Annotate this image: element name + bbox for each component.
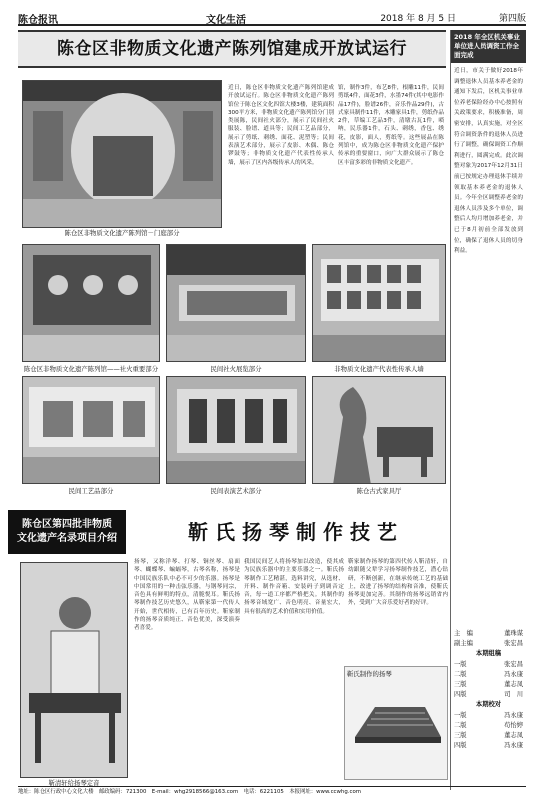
- bottom-headline: 靳氏扬琴制作技艺: [188, 520, 404, 544]
- caption-performance: 民间表演艺术部分: [210, 487, 262, 495]
- caption-antique: 陈仓古式家具厅: [356, 487, 402, 495]
- performance-photo: [166, 376, 306, 484]
- sidebar: [450, 30, 526, 790]
- caption-tools: 靳氏制作的扬琴: [347, 670, 392, 678]
- staff-proof-row: [454, 721, 523, 731]
- series-title-box: [8, 510, 126, 554]
- edition-label: 第四版: [498, 14, 526, 24]
- masthead: [18, 8, 526, 26]
- main-headline: 陈仓区非物质文化遗产陈列馆建成开放试运行: [18, 30, 446, 68]
- sidebar-title: 2018 年全区机关事业单位进人员调资工作全面完成: [451, 30, 526, 63]
- section-name: 文化生活: [206, 15, 246, 26]
- antique-photo: [312, 376, 446, 484]
- staff-group-title: 本期组稿: [475, 650, 502, 658]
- staff-chief-name: 董珠谋: [504, 630, 523, 637]
- staff-group-name: 张宏昌: [504, 660, 523, 668]
- staff-proof-name: 冯永康: [504, 711, 523, 719]
- bottom-body-col3: 靳家制作扬琴的第四代传人靳清轩，自幼跟随父辈学习扬琴制作技艺，潜心钻研，不断创新，在继承传统工艺的基础上，改进了扬琴的结构和音准，使靳氏扬琴更加完善。其制作的扬琴远销省内外，受到广大音乐爱好者的好评。: [348, 559, 448, 607]
- staff-group-row: [454, 670, 523, 680]
- caption-rep: 非物质文化遗产代表性传承人墙: [334, 365, 424, 373]
- staff-group-name: 冯永康: [504, 670, 523, 678]
- staff-group-label: 一版: [454, 660, 467, 668]
- paper-name: 陈仓报讯: [18, 15, 58, 26]
- staff-proof-title: 本期校对: [475, 701, 502, 709]
- staff-group-row: [454, 660, 523, 670]
- staff-group-label: 四版: [454, 691, 467, 699]
- staff-deputy-name: 张宏昌: [504, 640, 523, 648]
- caption-entrance: 陈仓区非物质文化遗产陈列馆－门庭部分: [64, 229, 180, 237]
- footer: 地址：陈仓区行政中心文化大楼 邮政编码：721300 E-mail：whg2918566@163.com 电话：6221105 本报网址：www.ccwhg.com: [18, 786, 526, 798]
- staff-proof-name: 苟怡婷: [504, 721, 523, 729]
- bottom-body-col2: 我国民间艺人将扬琴加以改造，使其成为民族乐器中的主要乐器之一。靳氏扬琴制作工艺精湛，选料讲究，从选材、开料、制作音箱、安装码子到调音定音，每一道工序都严格把关。其制作的扬琴音域宽广、音色明亮、音量宏大，具有很高的艺术价值和实用价值。: [244, 559, 344, 615]
- issue-date: 2018 年 8 月 5 日: [380, 14, 456, 24]
- caption-person: 靳清轩给扬琴定音: [48, 779, 100, 787]
- person-photo: [20, 562, 128, 778]
- staff-proof-label: 三版: [454, 732, 467, 740]
- staff-list: [451, 627, 526, 753]
- sidebar-text: 近日，市关于做好2018年调整退休人员基本养老金的通知下发后，区机关事业单位养老保险经办中心按照有关政策要求，积极准备，周密安排，认真实施，对全区符合调资条件的退休人员进行了调整，确保调资工作顺利进行，圆满完成。此次调整对象为2017年12月31日前已按规定办理退休手续并领取基本养老金的退休人员。今年全区调整养老金的退休人员涉及多个单位，调整后人均月增加养老金，并已于8月初前全部发放到位，确保了退休人员的切身利益。: [454, 68, 523, 255]
- caption-opera: 陈仓区非物质文化遗产陈列馆——社火重要部分: [23, 365, 159, 373]
- staff-chief: [454, 629, 523, 639]
- staff-group-name: 董志凤: [504, 681, 523, 689]
- bottom-article: [8, 500, 448, 787]
- staff-group-label: 三版: [454, 681, 467, 689]
- staff-deputy-label: 副主编: [454, 640, 473, 648]
- entrance-photo: [22, 80, 222, 228]
- staff-proof-row: [454, 731, 523, 741]
- staff-proof-name: 冯永康: [504, 742, 523, 750]
- rep-photo: [312, 244, 446, 362]
- staff-proof-row: [454, 711, 523, 721]
- series-title-line2: 文化遗产名录项目介绍: [17, 533, 117, 544]
- staff-proof-label: 二版: [454, 721, 467, 729]
- staff-group-row: [454, 690, 523, 700]
- staff-deputy: [454, 639, 523, 649]
- tools-photo: [344, 666, 448, 780]
- staff-group-row: [454, 680, 523, 690]
- caption-crafts: 民间工艺品部分: [68, 487, 114, 495]
- main-body-col2: 馆，制作3件，布艺8件，根雕11件，民间剪纸4件，面花3件，水墨74件(其中电影作品17件)，脸谱26件，音乐作品29件)，古式家具制作11件，木雕家具1件，剪纸作品2件，草编工艺品3件，清墩古瓦1件，唢呐，民乐器1件，石头、刺绣，香包、绣花，皮影，面人，剪纸等。这些展品在陈列馆中，成为陈仓区非物质文化遗产保护传承的重要窗口，向广大群众展示了陈仓区丰富多彩的非物质文化遗产。: [338, 85, 444, 166]
- folk-photo: [166, 244, 306, 362]
- main-body-col1: 近日，陈仓区非物质文化遗产陈列馆建成开放试运行。陈仓区非物质文化遗产陈列馆位于陈仓区文化四馆大楼3楼，建筑面积300平方米，非物质文化遗产陈列馆分门别类展陈，民间社火部分，展示了民间社火服装、脸谱、道具等；民间工艺品部分，展示了剪纸、刺绣、面花、泥塑等；民间表演艺术部分，展示了皮影、木偶、陈仓锣鼓等；非物质文化遗产代表性传承人墙，展示了区内各级传承人的风采。: [228, 85, 334, 166]
- crafts-photo: [22, 376, 160, 484]
- staff-proof-row: [454, 741, 523, 751]
- staff-proof-label: 一版: [454, 711, 467, 719]
- series-title-line1: 陈仓区第四批非物质: [22, 519, 112, 530]
- main-article: [18, 30, 446, 496]
- staff-proof-label: 四版: [454, 742, 467, 750]
- opera-photo: [22, 244, 160, 362]
- staff-proof-name: 董志凤: [504, 732, 523, 740]
- staff-group-label: 二版: [454, 670, 467, 678]
- staff-chief-label: 主 编: [454, 630, 473, 637]
- caption-folk: 民间社火展览部分: [210, 365, 262, 373]
- bottom-body-col1: 扬琴，又称洋琴、打琴、铜丝琴、扇面琴、蝴蝶琴、蝙蝠琴，古琴名称，扬琴是中国民族乐队中必不可少的乐器。扬琴是中国常用的一种击弦乐器，与钢琴同宗，音色具有鲜明的特点，清脆悦耳。靳氏扬琴制作技艺历史悠久，从靳家第一代传人开始，世代相传，已有百年历史。靳家制作的扬琴音质纯正、音色优美，深受演奏者喜爱。: [134, 559, 240, 632]
- staff-group-name: 司 川: [504, 691, 523, 699]
